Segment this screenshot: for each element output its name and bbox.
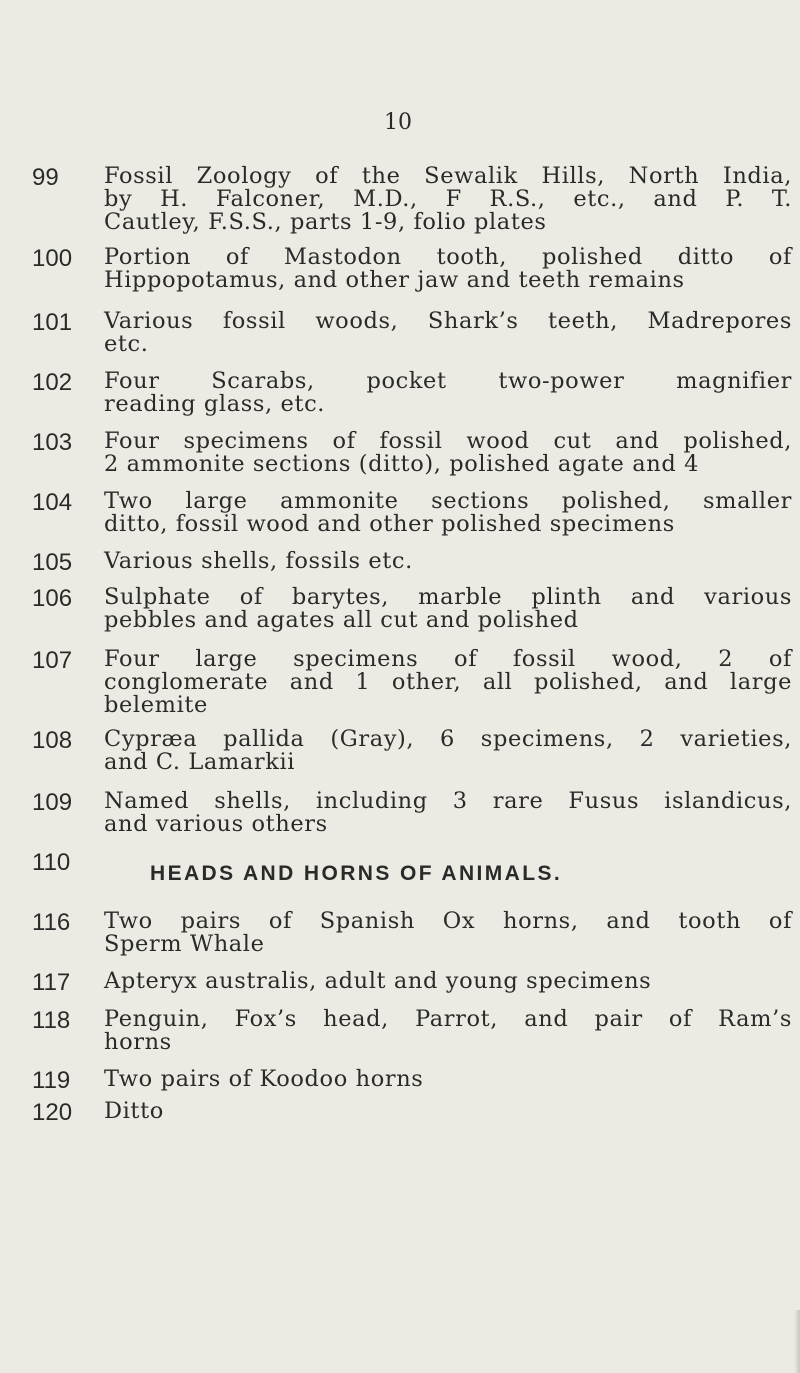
description-line: Named shells, including 3 rare Fusus islandicus, <box>104 788 792 814</box>
page-edge-shadow <box>794 1310 800 1373</box>
lot-description <box>104 910 792 956</box>
lot-description <box>104 648 792 717</box>
description-line: 2 ammonite sections (ditto), polished agate and 4 <box>104 451 699 477</box>
lot-description <box>104 1008 792 1054</box>
lot-description <box>104 165 792 234</box>
lot-number: 116 <box>32 909 71 936</box>
lot-number: 102 <box>32 369 73 396</box>
lot-number: 107 <box>32 647 73 674</box>
lot-description <box>104 370 792 416</box>
lot-description <box>104 1100 792 1123</box>
description-line: Four Scarabs, pocket two-power magnifier <box>104 368 792 394</box>
lot-number: 99 <box>32 164 59 191</box>
lot-number: 120 <box>32 1099 73 1126</box>
description-line: Various fossil woods, Shark’s teeth, Madrepores <box>104 308 792 334</box>
page-number: 10 <box>384 110 412 135</box>
description-line: Apteryx australis, adult and young specimens <box>104 968 652 994</box>
description-line: Penguin, Fox’s head, Parrot, and pair of Ram’s <box>104 1006 792 1032</box>
lot-description <box>104 550 792 573</box>
lot-description <box>104 970 792 993</box>
section-heading: HEADS AND HORNS OF ANIMALS. <box>150 862 563 885</box>
lot-number: 106 <box>32 585 73 612</box>
description-line: belemite <box>104 692 208 718</box>
description-line: Ditto <box>104 1098 164 1124</box>
lot-number: 101 <box>32 309 73 336</box>
description-line: Four large specimens of fossil wood, 2 of <box>104 646 792 672</box>
description-line: Cautley, F.S.S., parts 1-9, folio plates <box>104 209 547 235</box>
lot-number: 110 <box>32 849 71 876</box>
description-line: Sulphate of barytes, marble plinth and various <box>104 584 792 610</box>
description-line: Four specimens of fossil wood cut and polished, <box>104 428 792 454</box>
description-line: and various others <box>104 811 328 837</box>
lot-description <box>104 490 792 536</box>
lot-number: 103 <box>32 429 73 456</box>
lot-description <box>104 310 792 356</box>
description-line: Two pairs of Spanish Ox horns, and tooth of <box>104 908 792 934</box>
description-line: Cypræa pallida (Gray), 6 specimens, 2 varieties, <box>104 726 792 752</box>
lot-description <box>104 790 792 836</box>
description-line: Two pairs of Koodoo horns <box>104 1066 424 1092</box>
description-line: Sperm Whale <box>104 931 265 957</box>
description-line: and C. Lamarkii <box>104 749 296 775</box>
description-line: etc. <box>104 331 149 357</box>
lot-number: 100 <box>32 245 73 272</box>
lot-number: 119 <box>32 1067 71 1094</box>
description-line: ditto, fossil wood and other polished specimens <box>104 511 675 537</box>
description-line: horns <box>104 1029 172 1055</box>
description-line: conglomerate and 1 other, all polished, and large <box>104 669 792 695</box>
description-line: reading glass, etc. <box>104 391 326 417</box>
lot-number: 108 <box>32 727 73 754</box>
description-line: Portion of Mastodon tooth, polished ditto of <box>104 244 792 270</box>
description-line: pebbles and agates all cut and polished <box>104 607 579 633</box>
description-line: Two large ammonite sections polished, smaller <box>104 488 792 514</box>
lot-description <box>104 246 792 292</box>
lot-number: 117 <box>32 969 71 996</box>
lot-description <box>104 728 792 774</box>
description-line: by H. Falconer, M.D., F R.S., etc., and P. T. <box>104 186 792 212</box>
lot-description <box>104 430 792 476</box>
lot-description <box>104 586 792 632</box>
lot-number: 105 <box>32 549 73 576</box>
description-line: Hippopotamus, and other jaw and teeth remains <box>104 267 685 293</box>
lot-number: 104 <box>32 489 73 516</box>
description-line: Fossil Zoology of the Sewalik Hills, North India, <box>104 163 792 189</box>
description-line: Various shells, fossils etc. <box>104 548 413 574</box>
lot-number: 109 <box>32 789 73 816</box>
lot-description <box>104 1068 792 1091</box>
lot-number: 118 <box>32 1007 71 1034</box>
